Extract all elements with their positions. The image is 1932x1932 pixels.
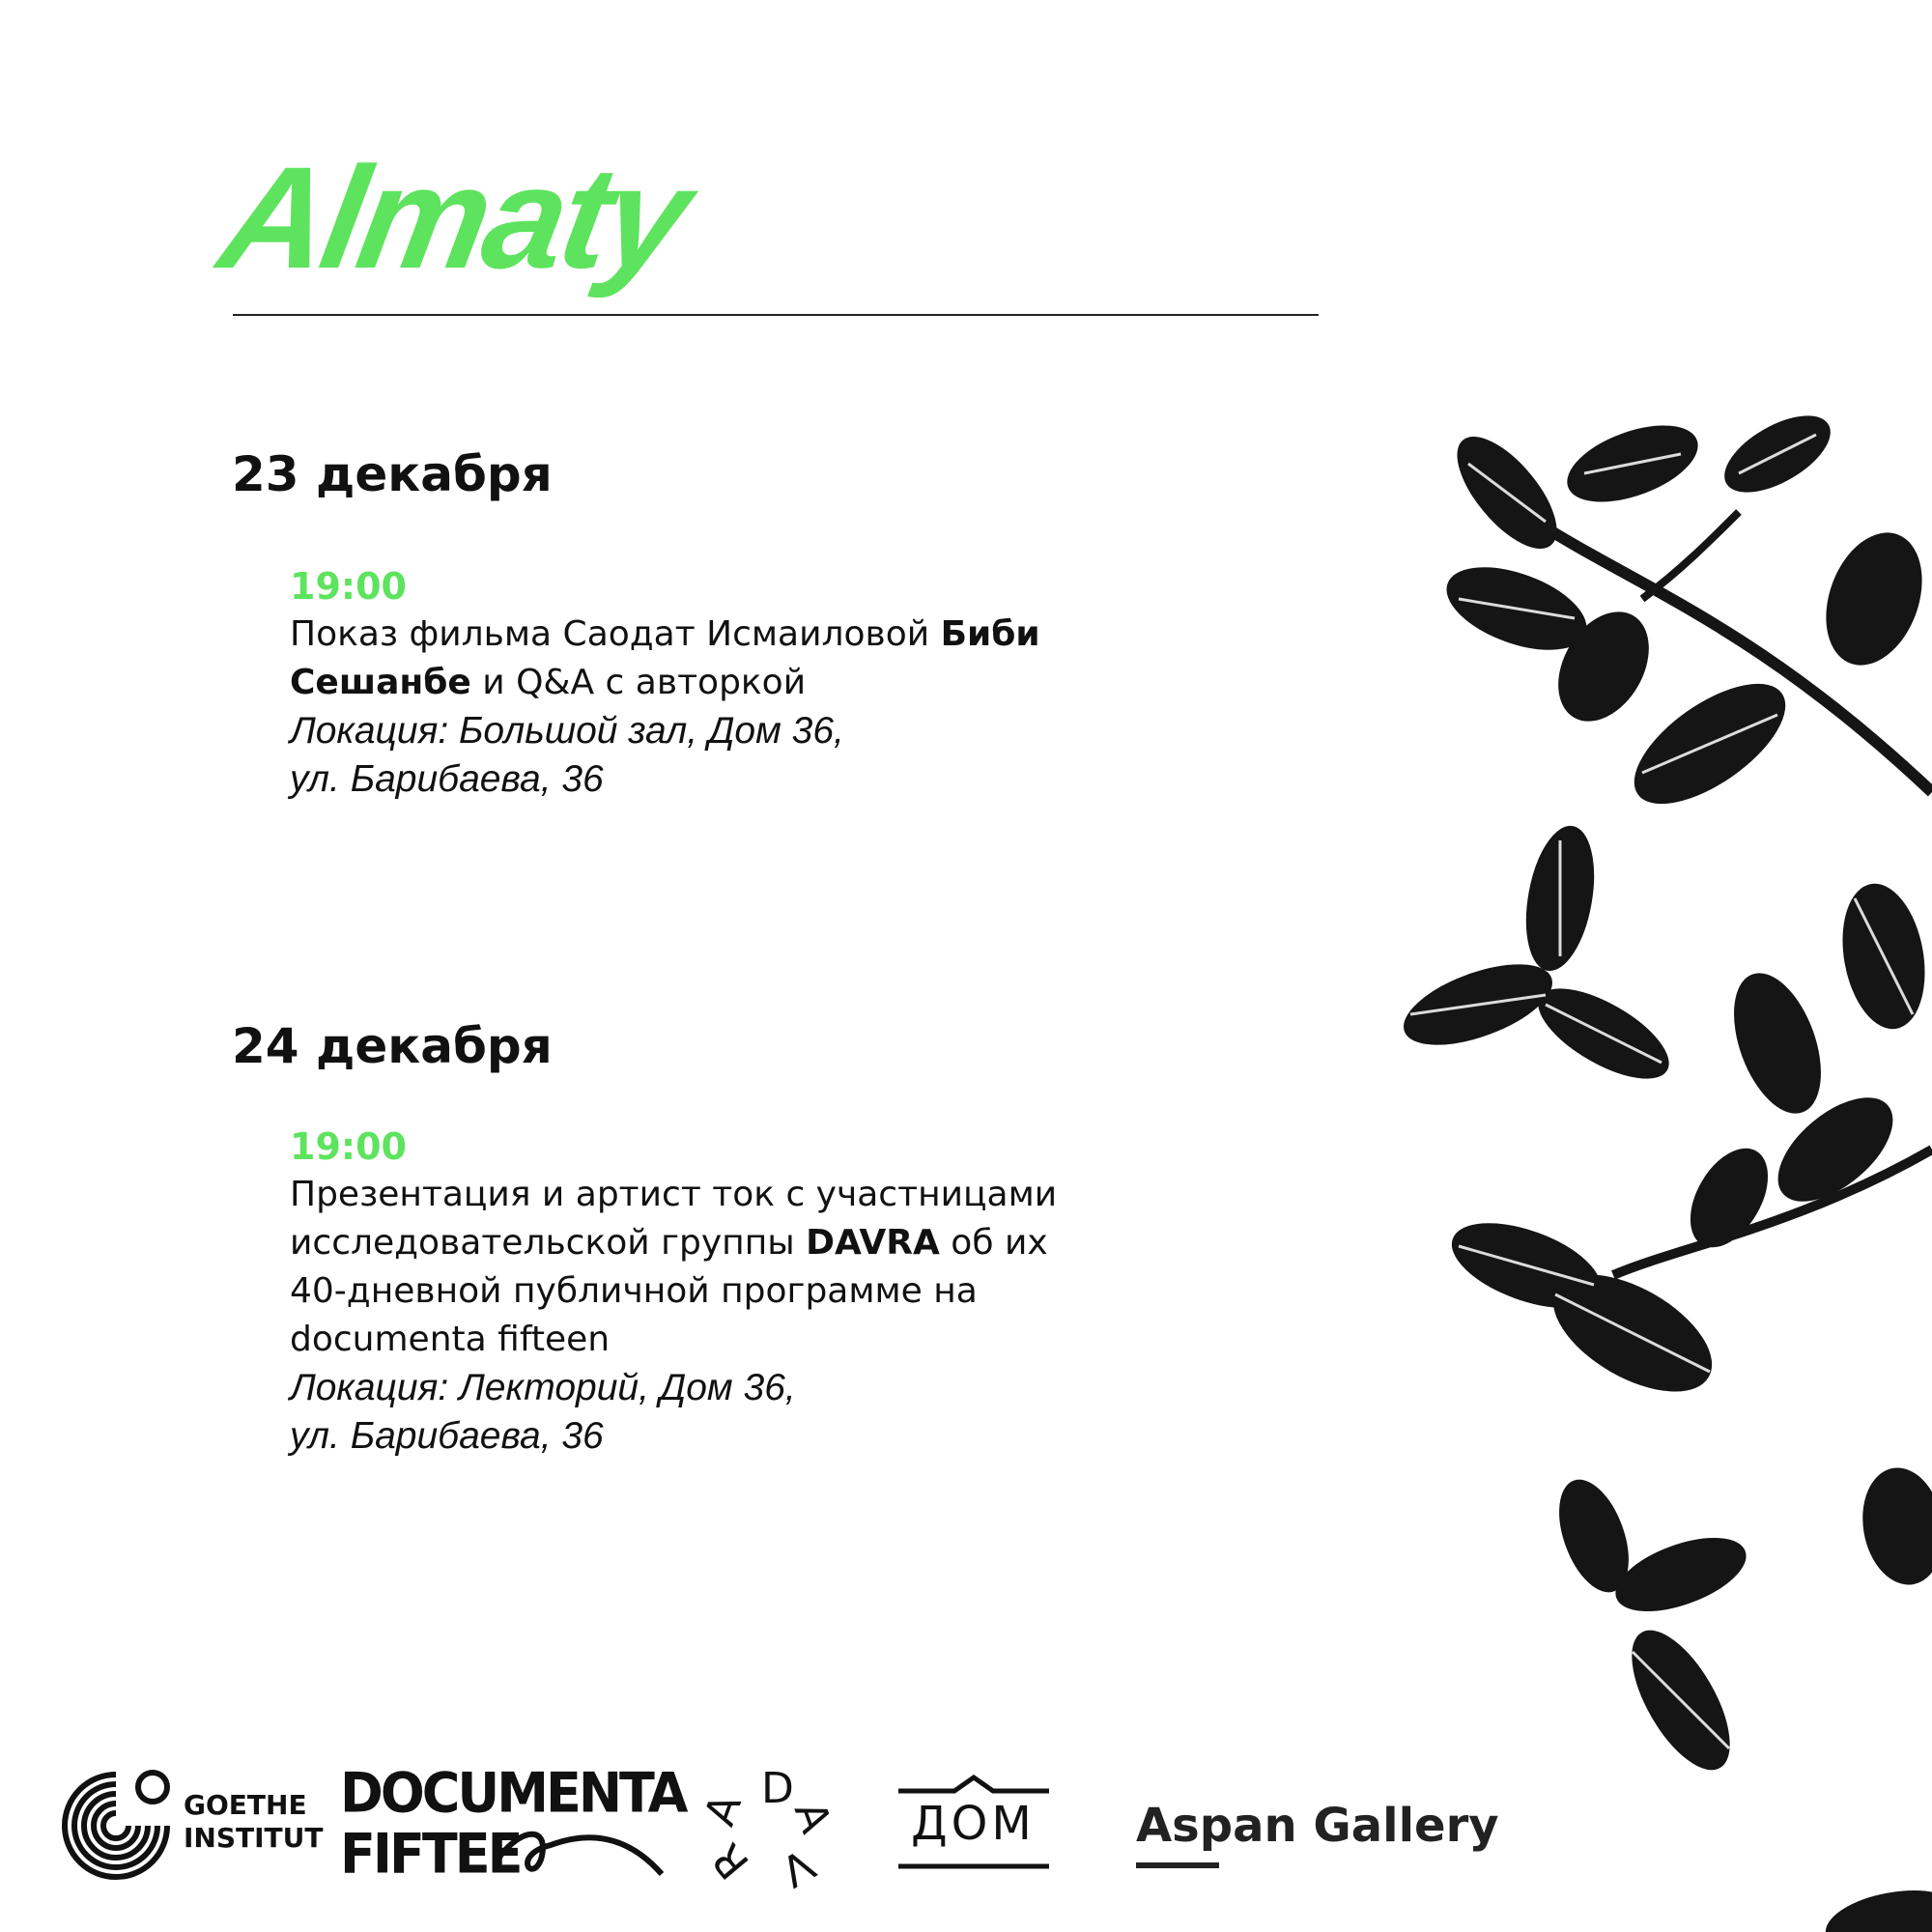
svg-text:V: V [772, 1838, 823, 1896]
aspan-gallery-wordmark: Aspan Gallery [1136, 1799, 1499, 1853]
documenta-swoosh-icon [493, 1816, 667, 1884]
day-heading-2: 24 декабря [232, 1018, 553, 1074]
goethe-institut-wordmark: GOETHE INSTITUT [184, 1789, 324, 1854]
event-time: 19:00 [290, 565, 407, 608]
event-description: Показ фильма Саодат Исмаиловой Биби Сешанбе и Q&A с авторкой [290, 614, 1040, 702]
event-location-line1: Локация: Большой зал, Дом 36, [290, 710, 844, 752]
title-divider [233, 314, 1319, 316]
documenta-fifteen-wordmark: DOCUMENTA FIFTEE [340, 1760, 686, 1887]
day-heading-1: 23 декабря [232, 446, 553, 502]
aspan-underline [1136, 1862, 1219, 1868]
leaf-print-illustration [1391, 377, 1932, 1932]
event-location-line2: ул. Барибаева, 36 [290, 1415, 604, 1457]
goethe-institut-logo [56, 1766, 177, 1887]
event-time: 19:00 [290, 1125, 407, 1168]
event-1 [290, 562, 1082, 804]
city-title: Almaty [210, 136, 698, 298]
davra-logo [695, 1756, 841, 1896]
svg-text:R: R [702, 1833, 759, 1889]
svg-text:A: A [783, 1795, 841, 1840]
event-location-line1: Локация: Лекторий, Дом 36, [290, 1367, 796, 1408]
svg-text:A: A [695, 1787, 752, 1833]
svg-text:D: D [761, 1764, 794, 1813]
event-description: Презентация и артист ток с участницами исследовательской группы DAVRA об их 40-дневной публичной программе на documenta fifteen [290, 1175, 1058, 1359]
event-2 [290, 1122, 1101, 1461]
dom-wordmark: ДОМ [911, 1797, 1036, 1851]
event-location-line2: ул. Барибаева, 36 [290, 758, 604, 800]
